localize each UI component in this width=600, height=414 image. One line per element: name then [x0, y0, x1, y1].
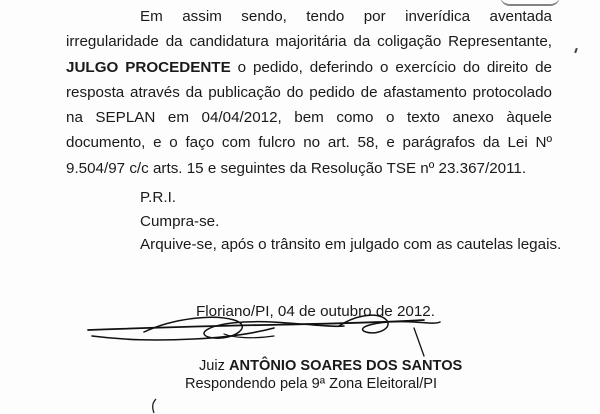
- decision-text-part2: o pedido, deferindo o exercício do direito de resposta através da publicação do pedido de afastamento protocolado na SEPLAN em 04/04/2012, bem como o texto anexo àquele documento, e o faço com fulcro no art. 58, e parágrafos da Lei Nº 9.504/97 c/c arts. 15 e seguintes da Resolução TSE nº 23.367/2011.: [66, 58, 552, 177]
- closing-cumpra: Cumpra-se.: [140, 213, 220, 230]
- judge-name: ANTÔNIO SOARES DOS SANTOS: [229, 358, 463, 374]
- judge-role: Respondendo pela 9ª Zona Eleitoral/PI: [185, 376, 438, 392]
- judge-name-line: [199, 356, 462, 376]
- decision-verdict: JULGO PROCEDENTE: [66, 58, 231, 76]
- decision-text-part1: Em assim sendo, tendo por inverídica aventada irregularidade da candidatura majoritária da coligação Representante,: [66, 8, 552, 51]
- closing-pri: P.R.I.: [140, 189, 177, 206]
- scan-artifact-mark: [574, 48, 578, 53]
- closing-arquive: Arquive-se, após o trânsito em julgado com as cautelas legais.: [140, 236, 562, 253]
- handwritten-signature: [84, 308, 444, 358]
- judge-title: Juiz: [199, 358, 230, 374]
- scan-artifact-mark: [150, 398, 158, 414]
- date-line: Floriano/PI, 04 de outubro de 2012.: [196, 303, 435, 320]
- decision-paragraph: [66, 4, 552, 181]
